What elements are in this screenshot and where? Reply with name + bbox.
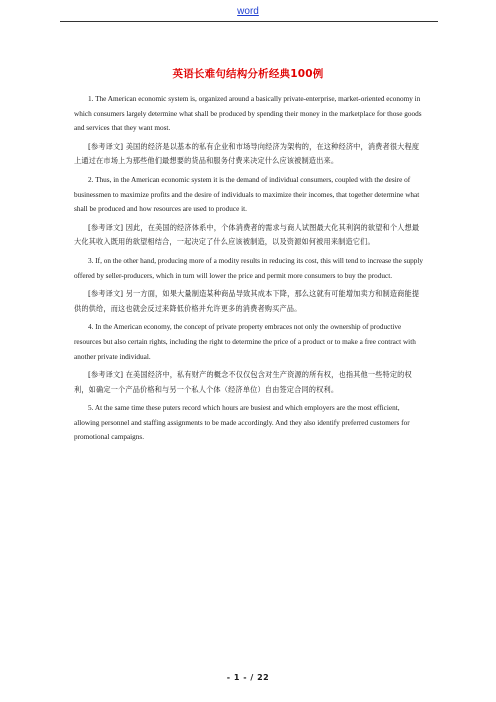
translation-4: [参考译文] 在美国经济中，私有财产的概念不仅仅包含对生产资源的所有权，也指其他一些特定的权利，如确定一个产品价格和与另一个私人个体（经济单位）自由签定合同的权利。 [74,370,412,394]
page-number: - 1 - / 22 [226,673,270,682]
translation-1: [参考译文] 美国的经济是以基本的私有企业和市场导向经济为架构的，在这种经济中，消费者很大程度上通过在市场上为那些他们最想要的货品和服务付费来决定什么应该被制造出来。 [74,141,420,166]
document-body [74,92,424,449]
paragraph-en-4: 4. In the American economy, the concept of private property embraces not only the ownership of productive resources but also certain rights, including the right to determine the price of a product or to make a free contract with another private individual. [74,323,416,361]
header-divider [60,21,438,22]
header-word-link[interactable]: word [237,6,259,17]
paragraph-en-1: 1. The American economic system is, organized around a basically private-enterprise, market-oriented economy in which consumers largely determine what shall be produced by spending their money in the marketplace for those goods and services that they want most. [74,95,422,133]
paragraph-en-3: 3. If, on the other hand, producing more of a modity results in reducing its cost, this will tend to increase the supply offered by seller-producers, which in turn will lower the price and permit more consumers to buy the product. [74,256,424,280]
translation-3: [参考译文] 另一方面，如果大量制造某种商品导致其成本下降，那么这就有可能增加卖方和制造商能提供的供给，而这也就会反过来降低价格并允许更多的消费者购买产品。 [74,289,420,313]
translation-2: [参考译文] 因此，在美国的经济体系中，个体消费者的需求与商人试图最大化其利润的欲望和个人想最大化其收入既用的欲望相结合，一起决定了什么应该被制造，以及资源如何被用来制造它们。 [74,222,420,247]
paragraph-en-2: 2. Thus, in the American economic system it is the demand of individual consumers, coupled with the desire of businessmen to maximize profits and the desire of individuals to maximize their incomes, that together determine what shall be produced and how resources are used to produce it. [74,175,420,214]
paragraph-en-5: 5. At the same time these puters record which hours are busiest and which employers are the most efficient, allowing personnel and staffing assignments to be made accordingly. And they also identify preferred customers for promotional campaigns. [74,404,410,442]
document-title: 英语长难句结构分析经典100例 [172,68,324,80]
